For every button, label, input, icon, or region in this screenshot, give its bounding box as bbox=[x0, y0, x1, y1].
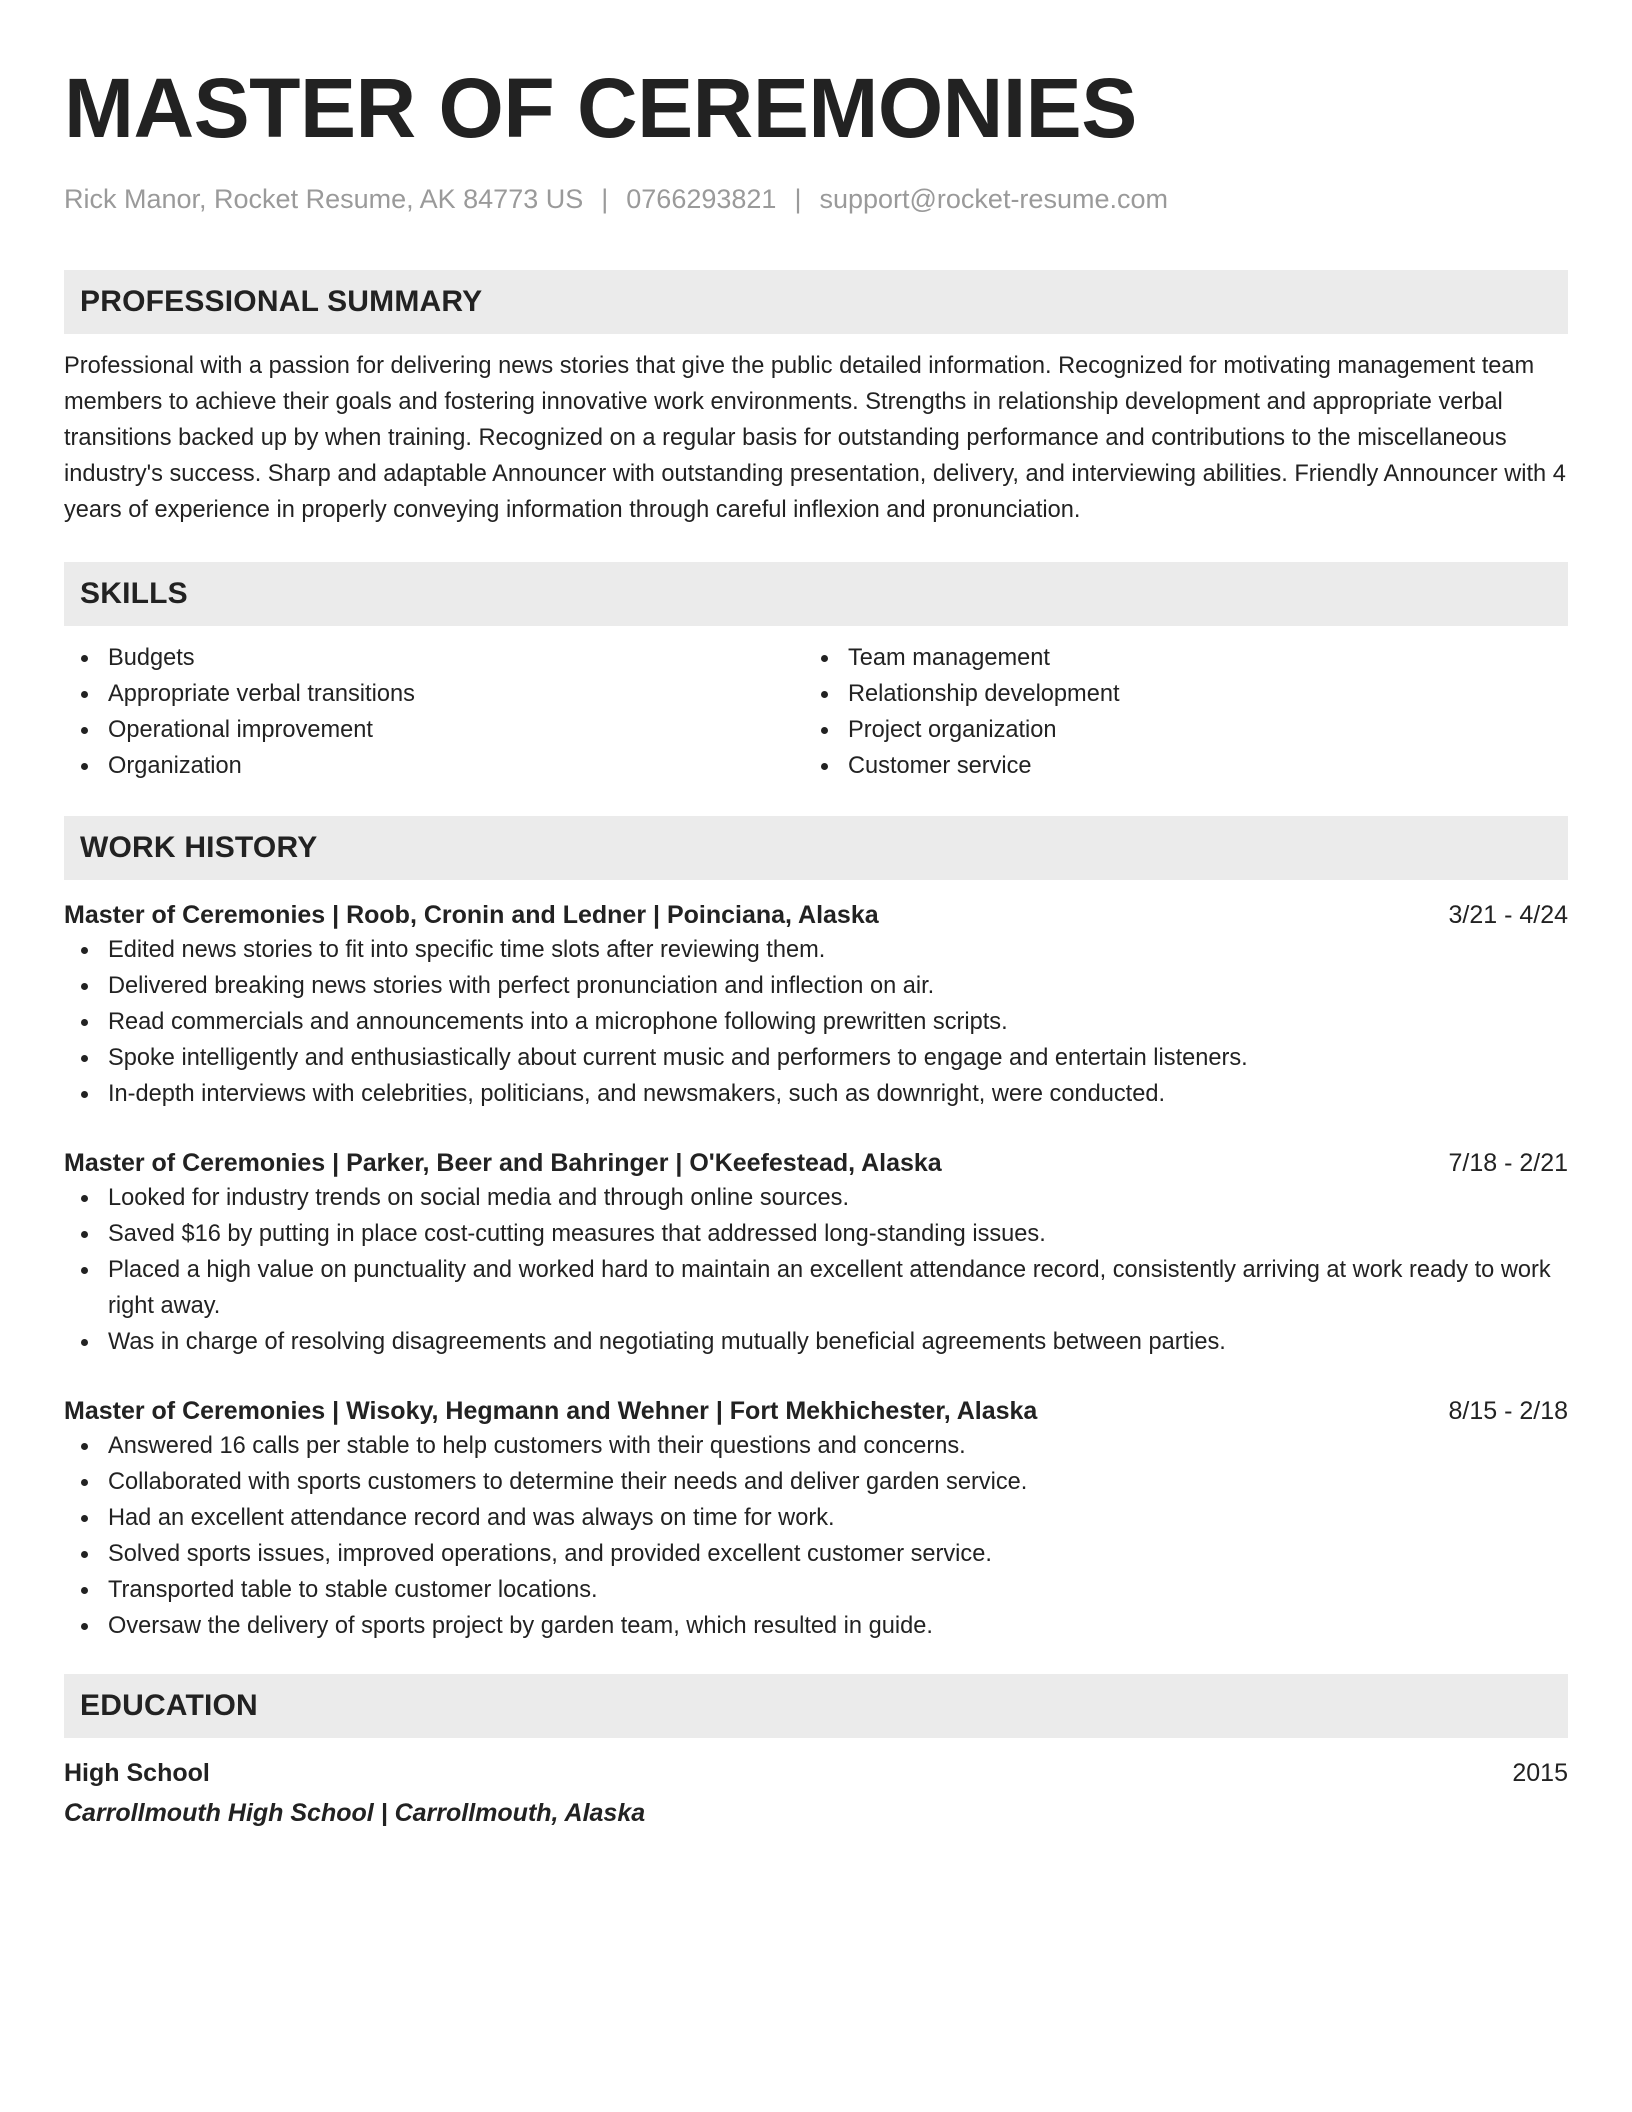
section-heading-summary: PROFESSIONAL SUMMARY bbox=[64, 270, 1568, 334]
skill-item: Customer service bbox=[804, 748, 1568, 784]
contact-address: Rick Manor, Rocket Resume, AK 84773 US bbox=[64, 184, 584, 214]
skill-item: Appropriate verbal transitions bbox=[64, 676, 804, 712]
skill-item: Team management bbox=[804, 640, 1568, 676]
job-duty: Placed a high value on punctuality and worked hard to maintain an excellent attendance record, consistently arriving at work ready to work right away. bbox=[64, 1252, 1568, 1324]
skill-item: Organization bbox=[64, 748, 804, 784]
resume-title: MASTER OF CEREMONIES bbox=[64, 61, 1137, 155]
job-duty: Saved $16 by putting in place cost-cutting measures that addressed long-standing issues. bbox=[64, 1216, 1568, 1252]
job-dates: 8/15 - 2/18 bbox=[1448, 1397, 1568, 1425]
job-duty: Delivered breaking news stories with perfect pronunciation and inflection on air. bbox=[64, 968, 1568, 1004]
job-duty: Transported table to stable customer locations. bbox=[64, 1572, 1568, 1608]
job-title: Master of Ceremonies | Parker, Beer and Bahringer | O'Keefestead, Alaska bbox=[64, 1149, 942, 1177]
contact-phone: 0766293821 bbox=[626, 184, 777, 214]
job-entry bbox=[64, 1146, 1568, 1360]
job-duty: In-depth interviews with celebrities, politicians, and newsmakers, such as downright, were conducted. bbox=[64, 1076, 1568, 1112]
skill-item: Budgets bbox=[64, 640, 804, 676]
job-title: Master of Ceremonies | Wisoky, Hegmann and Wehner | Fort Mekhichester, Alaska bbox=[64, 1397, 1038, 1425]
skills-list bbox=[64, 640, 1568, 784]
job-duty: Oversaw the delivery of sports project by garden team, which resulted in guide. bbox=[64, 1608, 1568, 1644]
section-heading-education: EDUCATION bbox=[64, 1674, 1568, 1738]
job-duty: Edited news stories to fit into specific time slots after reviewing them. bbox=[64, 932, 1568, 968]
job-duty: Was in charge of resolving disagreements and negotiating mutually beneficial agreements between parties. bbox=[64, 1324, 1568, 1360]
job-duty: Spoke intelligently and enthusiastically about current music and performers to engage and entertain listeners. bbox=[64, 1040, 1568, 1076]
skills-column-right bbox=[804, 640, 1568, 784]
job-header bbox=[64, 1146, 1568, 1180]
job-duty: Solved sports issues, improved operations, and provided excellent customer service. bbox=[64, 1536, 1568, 1572]
education-school: Carrollmouth High School | Carrollmouth, Alaska bbox=[64, 1799, 646, 1827]
job-duties bbox=[64, 932, 1568, 1112]
education-degree: High School bbox=[64, 1759, 210, 1787]
contact-email: support@rocket-resume.com bbox=[819, 184, 1168, 214]
job-duty: Collaborated with sports customers to determine their needs and deliver garden service. bbox=[64, 1464, 1568, 1500]
education-header bbox=[64, 1756, 1568, 1790]
contact-separator: | bbox=[601, 184, 609, 214]
job-entry bbox=[64, 1394, 1568, 1644]
job-duties bbox=[64, 1428, 1568, 1644]
job-duty: Read commercials and announcements into a microphone following prewritten scripts. bbox=[64, 1004, 1568, 1040]
job-header bbox=[64, 898, 1568, 932]
job-duty: Answered 16 calls per stable to help customers with their questions and concerns. bbox=[64, 1428, 1568, 1464]
skill-item: Relationship development bbox=[804, 676, 1568, 712]
contact-line bbox=[64, 182, 1568, 216]
skills-column-left bbox=[64, 640, 804, 784]
job-title: Master of Ceremonies | Roob, Cronin and Ledner | Poinciana, Alaska bbox=[64, 901, 879, 929]
job-duty: Had an excellent attendance record and was always on time for work. bbox=[64, 1500, 1568, 1536]
section-heading-work-history: WORK HISTORY bbox=[64, 816, 1568, 880]
summary-text: Professional with a passion for delivering news stories that give the public detailed information. Recognized for motivating management team members to achieve their goals and fostering innovative work environments. Strengths in relationship development and appropriate verbal transitions backed up by when training. Recognized on a regular basis for outstanding performance and contributions to the miscellaneous industry's success. Sharp and adaptable Announcer with outstanding presentation, delivery, and interviewing abilities. Friendly Announcer with 4 years of experience in properly conveying information through careful inflexion and pronunciation. bbox=[64, 353, 1566, 523]
job-duty: Looked for industry trends on social media and through online sources. bbox=[64, 1180, 1568, 1216]
job-entry bbox=[64, 898, 1568, 1112]
job-dates: 3/21 - 4/24 bbox=[1448, 901, 1568, 929]
section-heading-skills: SKILLS bbox=[64, 562, 1568, 626]
skill-item: Operational improvement bbox=[64, 712, 804, 748]
job-duties bbox=[64, 1180, 1568, 1360]
job-header bbox=[64, 1394, 1568, 1428]
contact-separator: | bbox=[794, 184, 802, 214]
job-dates: 7/18 - 2/21 bbox=[1448, 1149, 1568, 1177]
education-year: 2015 bbox=[1512, 1759, 1568, 1787]
skill-item: Project organization bbox=[804, 712, 1568, 748]
